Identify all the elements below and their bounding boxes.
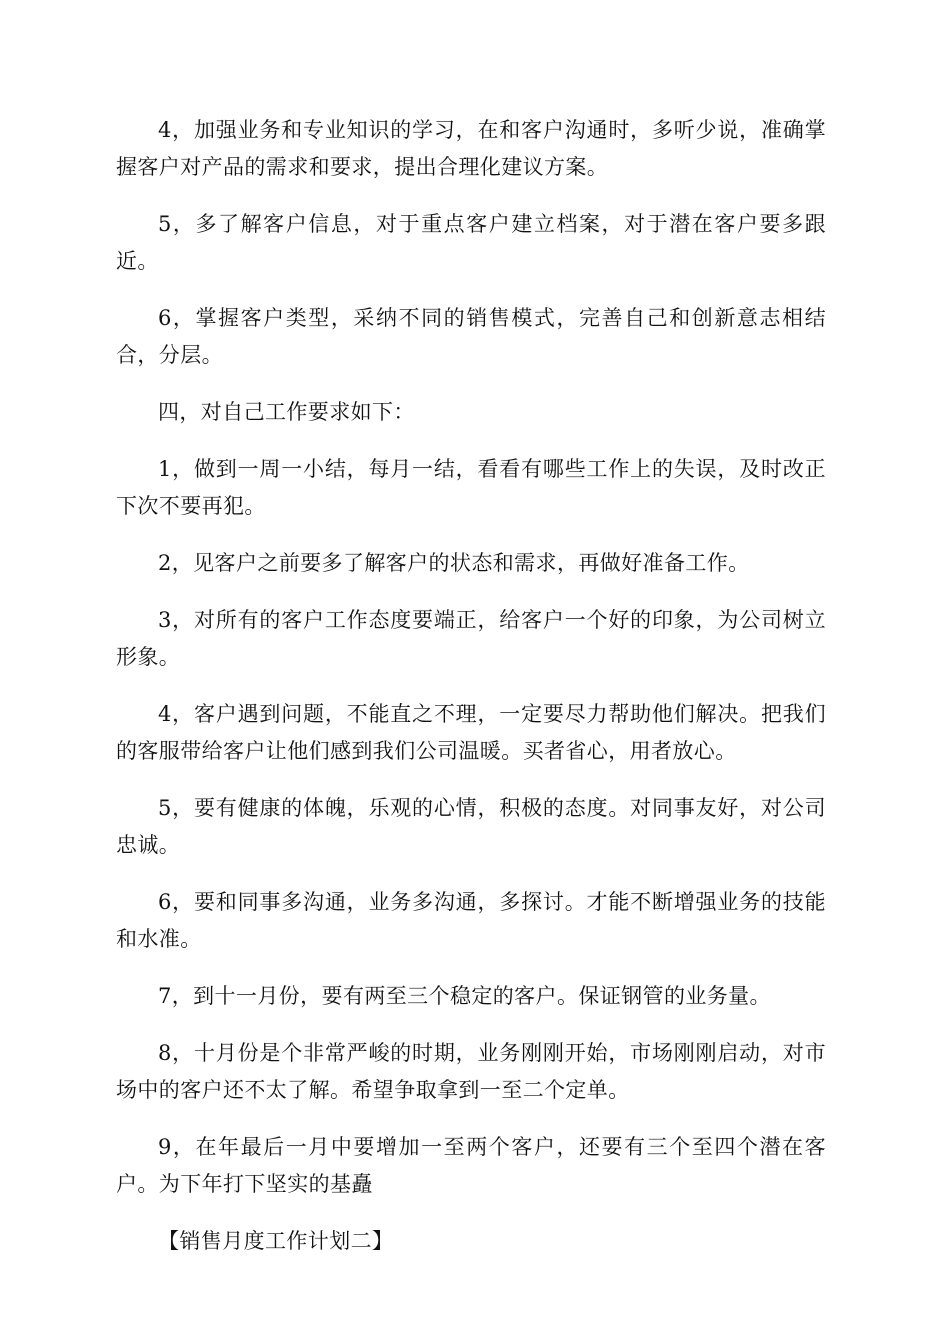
paragraph-requirement-6: 6，要和同事多沟通，业务多沟通，多探讨。才能不断增强业务的技能和水准。 [116,890,826,951]
paragraph-requirement-3: 3，对所有的客户工作态度要端正，给客户一个好的印象，为公司树立形象。 [116,608,826,669]
paragraph-item-4-study: 4，加强业务和专业知识的学习，在和客户沟通时，多听少说，准确掌握客户对产品的需求和要求，提出合理化建议方案。 [116,118,826,179]
paragraph-requirement-1: 1，做到一周一小结，每月一结，看看有哪些工作上的失误，及时改正下次不要再犯。 [116,457,826,518]
paragraph-requirement-9: 9，在年最后一月中要增加一至两个客户，还要有三个至四个潜在客户。为下年打下坚实的基矗 [116,1135,826,1196]
document-body [116,112,826,1280]
section-heading-requirements: 四，对自己工作要求如下： [158,400,415,424]
paragraph-requirement-4: 4，客户遇到问题，不能直之不理，一定要尽力帮助他们解决。把我们的客服带给客户让他们感到我们公司温暖。买者省心，用者放心。 [116,702,826,763]
paragraph-requirement-8: 8，十月份是个非常严峻的时期，业务刚刚开始，市场刚刚启动，对市场中的客户还不太了解。希望争取拿到一至二个定单。 [116,1041,826,1102]
paragraph-requirement-7: 7，到十一月份，要有两至三个稳定的客户。保证钢管的业务量。 [158,984,771,1008]
section-heading-plan-two: 【销售月度工作计划二】 [158,1229,394,1253]
paragraph-item-5-client-info: 5，多了解客户信息，对于重点客户建立档案，对于潜在客户要多跟近。 [116,212,826,273]
paragraph-requirement-2: 2，见客户之前要多了解客户的状态和需求，再做好准备工作。 [158,551,750,575]
paragraph-item-6-client-type: 6，掌握客户类型，采纳不同的销售模式，完善自己和创新意志相结合，分层。 [116,306,826,367]
paragraph-requirement-5: 5，要有健康的体魄，乐观的心情，积极的态度。对同事友好，对公司忠诚。 [116,796,826,857]
